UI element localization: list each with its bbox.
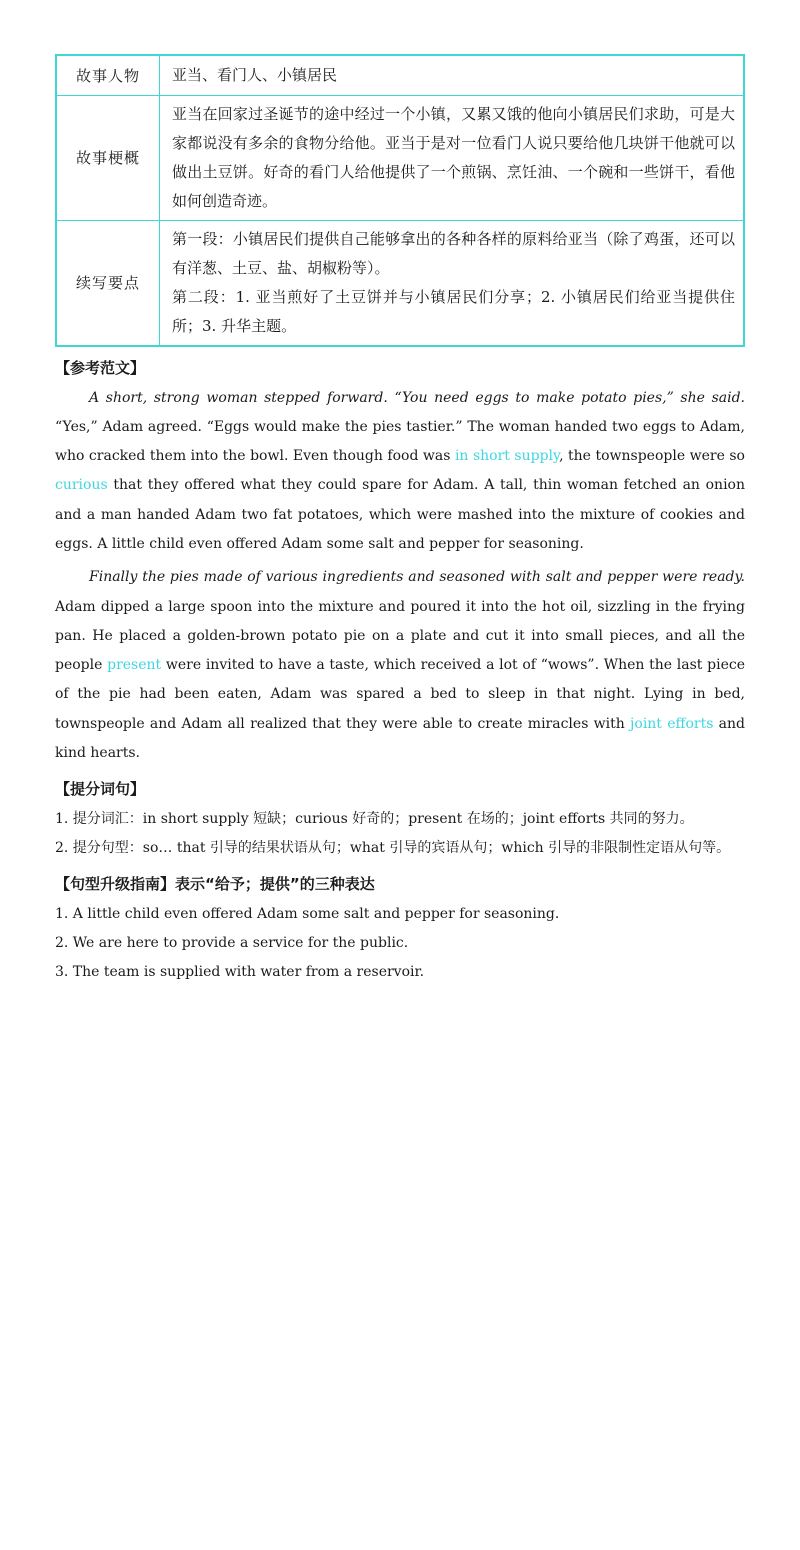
text-run: were invited to have a taste, which received a lot of “wows”. When the last piece of the pie had been eaten, Adam was spared a bed to sleep in that night. Lying in bed, townspeople and Adam all realized that they were able to create miracles with bbox=[55, 657, 745, 732]
sample-paragraph-2 bbox=[55, 563, 745, 768]
italic-sentence: A short, strong woman stepped forward. “You need eggs to make potato pies,” she said. bbox=[89, 389, 745, 406]
highlight-phrase: curious bbox=[55, 477, 108, 494]
row-label: 续写要点 bbox=[56, 220, 160, 346]
table-row bbox=[56, 55, 744, 95]
section-title-sample: 【参考范文】 bbox=[55, 358, 146, 377]
row-content: 亚当、看门人、小镇居民 bbox=[160, 55, 745, 95]
guide-subtitle: 表示“给予；提供”的三种表达 bbox=[175, 875, 375, 894]
list-item: 2. 提分句型：so… that 引导的结果状语从句；what 引导的宾语从句；which 引导的非限制性定语从句等。 bbox=[55, 840, 731, 857]
vocab-list bbox=[55, 805, 745, 863]
italic-sentence: Finally the pies made of various ingredients and seasoned with salt and pepper were ready. bbox=[89, 569, 745, 586]
text-run: and kind hearts. bbox=[55, 715, 745, 762]
table-row bbox=[56, 95, 744, 220]
row-content: 亚当在回家过圣诞节的途中经过一个小镇，又累又饿的他向小镇居民们求助，可是大家都说没有多余的食物分给他。亚当于是对一位看门人说只要给他几块饼干他就可以做出土豆饼。好奇的看门人给他提供了一个煎锅、烹饪油、一个碗和一些饼干，看他如何创造奇迹。 bbox=[160, 95, 745, 220]
list-item: 1. A little child even offered Adam some salt and pepper for seasoning. bbox=[55, 906, 560, 923]
row-content bbox=[160, 220, 745, 346]
table-row bbox=[56, 220, 744, 346]
content-line: 第二段：1. 亚当煎好了土豆饼并与小镇居民们分享；2. 小镇居民们给亚当提供住所；3. 升华主题。 bbox=[172, 287, 735, 335]
highlight-phrase: present bbox=[107, 657, 162, 674]
story-info-table bbox=[55, 54, 745, 347]
guide-title: 【句型升级指南】 bbox=[55, 875, 176, 894]
section-title-guide bbox=[55, 872, 745, 896]
text-run: , the townspeople were so bbox=[559, 448, 745, 465]
row-label: 故事人物 bbox=[56, 55, 160, 95]
row-label: 故事梗概 bbox=[56, 95, 160, 220]
section-title-vocab: 【提分词句】 bbox=[55, 780, 146, 799]
highlight-phrase: joint efforts bbox=[630, 715, 714, 732]
page bbox=[55, 0, 745, 987]
text-run: “Yes,” Adam agreed. “Eggs would make the pies tastier.” The woman handed two eggs to Adam, who cracked them into the bowl. Even though food was bbox=[55, 418, 745, 465]
guide-list bbox=[55, 900, 745, 987]
content-line: 第一段：小镇居民们提供自己能够拿出的各种各样的原料给亚当（除了鸡蛋，还可以有洋葱、土豆、盐、胡椒粉等）。 bbox=[172, 229, 735, 277]
list-item: 2. We are here to provide a service for the public. bbox=[55, 935, 409, 952]
sample-paragraph-1 bbox=[55, 384, 745, 560]
highlight-phrase: in short supply bbox=[454, 448, 560, 465]
list-item: 3. The team is supplied with water from a reservoir. bbox=[55, 964, 425, 981]
text-run: Adam dipped a large spoon into the mixture and poured it into the hot oil, sizzling in the frying pan. He placed a golden-brown potato pie on a plate and cut it into small pieces, and all the people bbox=[55, 598, 745, 674]
list-item: 1. 提分词汇：in short supply 短缺；curious 好奇的；present 在场的；joint efforts 共同的努力。 bbox=[55, 811, 694, 828]
text-run: that they offered what they could spare for Adam. A tall, thin woman fetched an onion and a man handed Adam two fat potatoes, which were mashed into the mixture of cookies and eggs. A little child even offered Adam some salt and pepper for seasoning. bbox=[55, 477, 745, 552]
